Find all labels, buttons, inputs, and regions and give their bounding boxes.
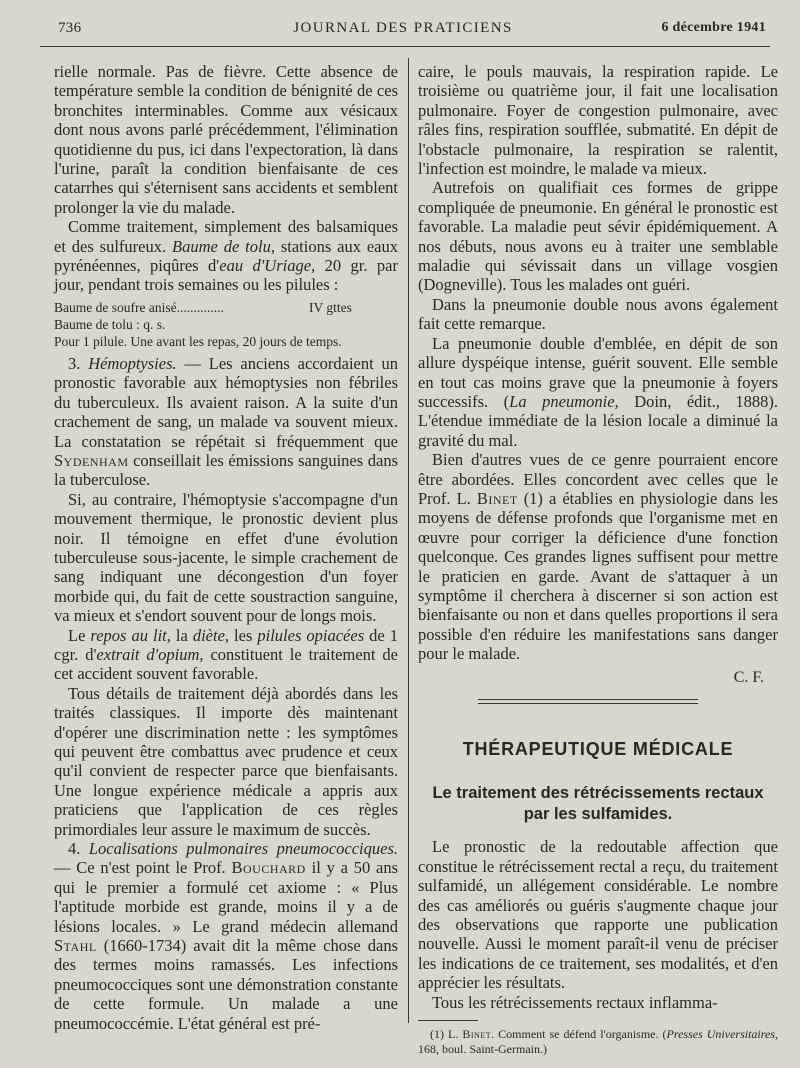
formula-line: Baume de tolu : q. s. [54, 316, 166, 332]
paragraph [54, 626, 398, 684]
paragraph: Tous détails de traitement déjà abordés dans les traités classiques. Il importe dès maintenant d'opérer une discrimination nette : les symptômes qui peuvent être combattus avec prudence et ceux qu'il convient de respecter parce que bienfaisants. Une longue expérience médicale a appris aux praticiens que l'application de ces règles primordiales leur assure le maximum de succès. [54, 683, 398, 839]
text-run: Le [68, 625, 91, 645]
author-name: Binet [476, 488, 518, 508]
text-run: stations aux eaux pyrénéennes, piqûres d' [54, 236, 398, 276]
paragraph [418, 450, 778, 663]
text-run: . Comment se défend l'organisme. ( [491, 1027, 667, 1042]
text-run: 168, boul. Saint-Germain.) [418, 1042, 547, 1057]
text-run: (1) L. [430, 1027, 463, 1042]
right-column [418, 62, 778, 1057]
author-name: Sydenham [54, 450, 129, 470]
text-run-italic: diète, [192, 625, 230, 645]
signature: C. F. [733, 668, 764, 686]
text-run: 20 gr. par jour, pendant trois semaines ou les pilules : [54, 256, 398, 295]
issue-date: 6 décembre 1941 [661, 20, 766, 35]
formula-line [54, 299, 398, 316]
text-run-italic: Presses Universitaires, [666, 1027, 778, 1042]
author-name: Bouchard [231, 858, 306, 878]
text-run: La pneumonie double d'emblée, en dépit de son allure dyspéique intense, guérit souvent. Elle semble en tout cas moins grave que la pneumonie à foyers successifs. ( [418, 333, 778, 411]
text-run: Comme traitement, simplement des balsamiques et des sulfureux. [54, 217, 398, 256]
text-run: la [170, 625, 193, 645]
section-title: THÉRAPEUTIQUE MÉDICALE [462, 739, 734, 759]
text-run: — Ce n'est point le Prof. [54, 858, 232, 878]
text-run: de 1 cgr. d' [54, 625, 398, 664]
section-heading: Hémoptysies. [88, 353, 177, 373]
section-separator [478, 699, 698, 704]
text-run: il y a 50 ans qui le premier a formulé cet axiome : « Plus l'aptitude morbide est grande, moins il y a de lésions locales. » Le grand médecin allemand [54, 858, 398, 936]
text-run: conseillait les émissions sanguines dans la tuberculose. [54, 450, 398, 490]
section-number: 3. [68, 353, 89, 373]
text-run: les [229, 625, 258, 645]
text-run-italic: eau d'Uriage, [219, 256, 316, 276]
paragraph: rielle normale. Pas de fièvre. Cette absence de température semble la condition de bénignité de ces bronchites interminables. Comme aux vésicaux dont nous avons parlé précédemment, l'élimination quotidienne du pus, ici dans l'expectoration, là dans l'urine, paraît la condition bienfaisante de ces catarrhes qui s'éternisent sans accidents et semblent prolonger la vie du malade. [54, 62, 398, 217]
text-run-italic: repos au lit, [90, 625, 171, 645]
text-run: constituent le traitement de cet accident souvent favorable. [54, 644, 398, 684]
author-name: Stahl [54, 936, 97, 956]
running-header [40, 14, 766, 42]
formula-ingredient: Baume de soufre anisé.............. [54, 299, 224, 315]
paragraph [54, 217, 398, 295]
text-run-italic: Baume de tolu, [172, 236, 275, 256]
paragraph [418, 334, 778, 450]
paragraph: Dans la pneumonie double nous avons également fait cette remarque. [418, 294, 778, 334]
text-run: — Les anciens accordaient un pronostic favorable aux hémoptysies non fébriles du tuberculeux. Ils avaient raison. A la suite d'un crachement de sang, un malade va souvent mieux. La constatation se répétait si fréquemment que [54, 353, 398, 451]
footnote-rule [418, 1020, 478, 1021]
left-column [54, 62, 398, 1033]
author-name: Binet [462, 1027, 492, 1042]
paragraph: caire, le pouls mauvais, la respiration rapide. Le troisième ou quatrième jour, il fait une localisation pulmonaire. Foyer de congestion pulmonaire, avec râles fins, respiration soufflée, submatité. En dépit de l'obstacle pulmonaire, la respiration se ralentit, l'infection est moindre, le malade va mieux. [418, 62, 778, 179]
formula-dose: IV gttes [309, 299, 352, 315]
section-number: 4. [68, 839, 89, 859]
text-run: Doin, édit., 1888). L'étendue immédiate de la lésion locale a diminué la gravité du mal. [418, 391, 779, 450]
text-run-italic: pilules opiacées [257, 625, 365, 645]
paragraph [54, 354, 398, 490]
text-run-italic: extrait d'opium, [96, 644, 204, 664]
paragraph: Autrefois on qualifiait ces formes de grippe compliquée de pneumonie. En général le pronostic est favorable. La maladie peut sévir épidémiquement. A nos débuts, nous avons eu à traiter une semblable maladie qui sévissait dans un village vosgien (Dogneville). Tous les malades ont guéri. [418, 178, 778, 295]
article-title [418, 783, 778, 825]
page-number: 736 [58, 20, 82, 36]
text-run: (1) a établies en physiologie dans les moyens de défense profonds que l'organisme met en œuvre pour corriger la déficience d'une fonction quelconque. Ces grandes lignes suffisent pour mettre le praticien en garde. Avant de s'attaquer à un symptôme il cherchera à discerner si son action est bienfaisante ou non et dans quelles proportions il sera possible d'en réduire les manifestations sans danger pour le malade. [418, 488, 779, 664]
paragraph: Si, au contraire, l'hémoptysie s'accompagne d'un mouvement thermique, le pronostic devient plus noir. Il témoigne en effet d'une évolution tuberculeuse sous-jacente, le simple crachement de sang indiquant une décongestion d'un foyer morbide qui, du fait de cette soustraction sanguine, va mieux et s'endort souvent pour de longs mois. [54, 489, 398, 626]
article-title-line: Le traitement des rétrécissements rectaux [432, 784, 764, 803]
article-title-line: par les sulfamides. [523, 805, 673, 824]
paragraph: Le pronostic de la redoutable affection que constitue le rétrécissement rectal a reçu, du traitement sulfamidé, un allégement considérable. Le nombre des cas améliorés ou guéris s'augmente chaque jour des observations que rapporte une publication nouvelle. Aussi le moment paraît-il venu de préciser les indications de ce traitement, ses modalités, et d'en apprécier les résultats. [418, 837, 778, 993]
prescription-formula [54, 299, 398, 350]
text-run: (1660-1734) avait dit la même chose dans des termes moins ramassés. Les infections pneumococciques sont une démonstration constante de cette formule. Un malade a une pneumococcémie. L'état général est pré- [54, 936, 398, 1033]
column-divider [408, 58, 409, 1023]
header-rule [40, 46, 770, 47]
paragraph [54, 839, 398, 1033]
section-heading: Localisations pulmonaires pneumococciques. [88, 839, 399, 859]
text-run-italic: La pneumonie, [509, 391, 619, 411]
text-run: Bien d'autres vues de ce genre pourraient encore être abordées. Elles concordent avec celles que le Prof. L. [418, 450, 778, 508]
paragraph: Tous les rétrécissements rectaux inflamma- [432, 992, 718, 1012]
formula-line: Pour 1 pilule. Une avant les repas, 20 jours de temps. [54, 333, 342, 349]
footnote [418, 1027, 778, 1057]
journal-title: JOURNAL DES PRATICIENS [293, 20, 513, 36]
